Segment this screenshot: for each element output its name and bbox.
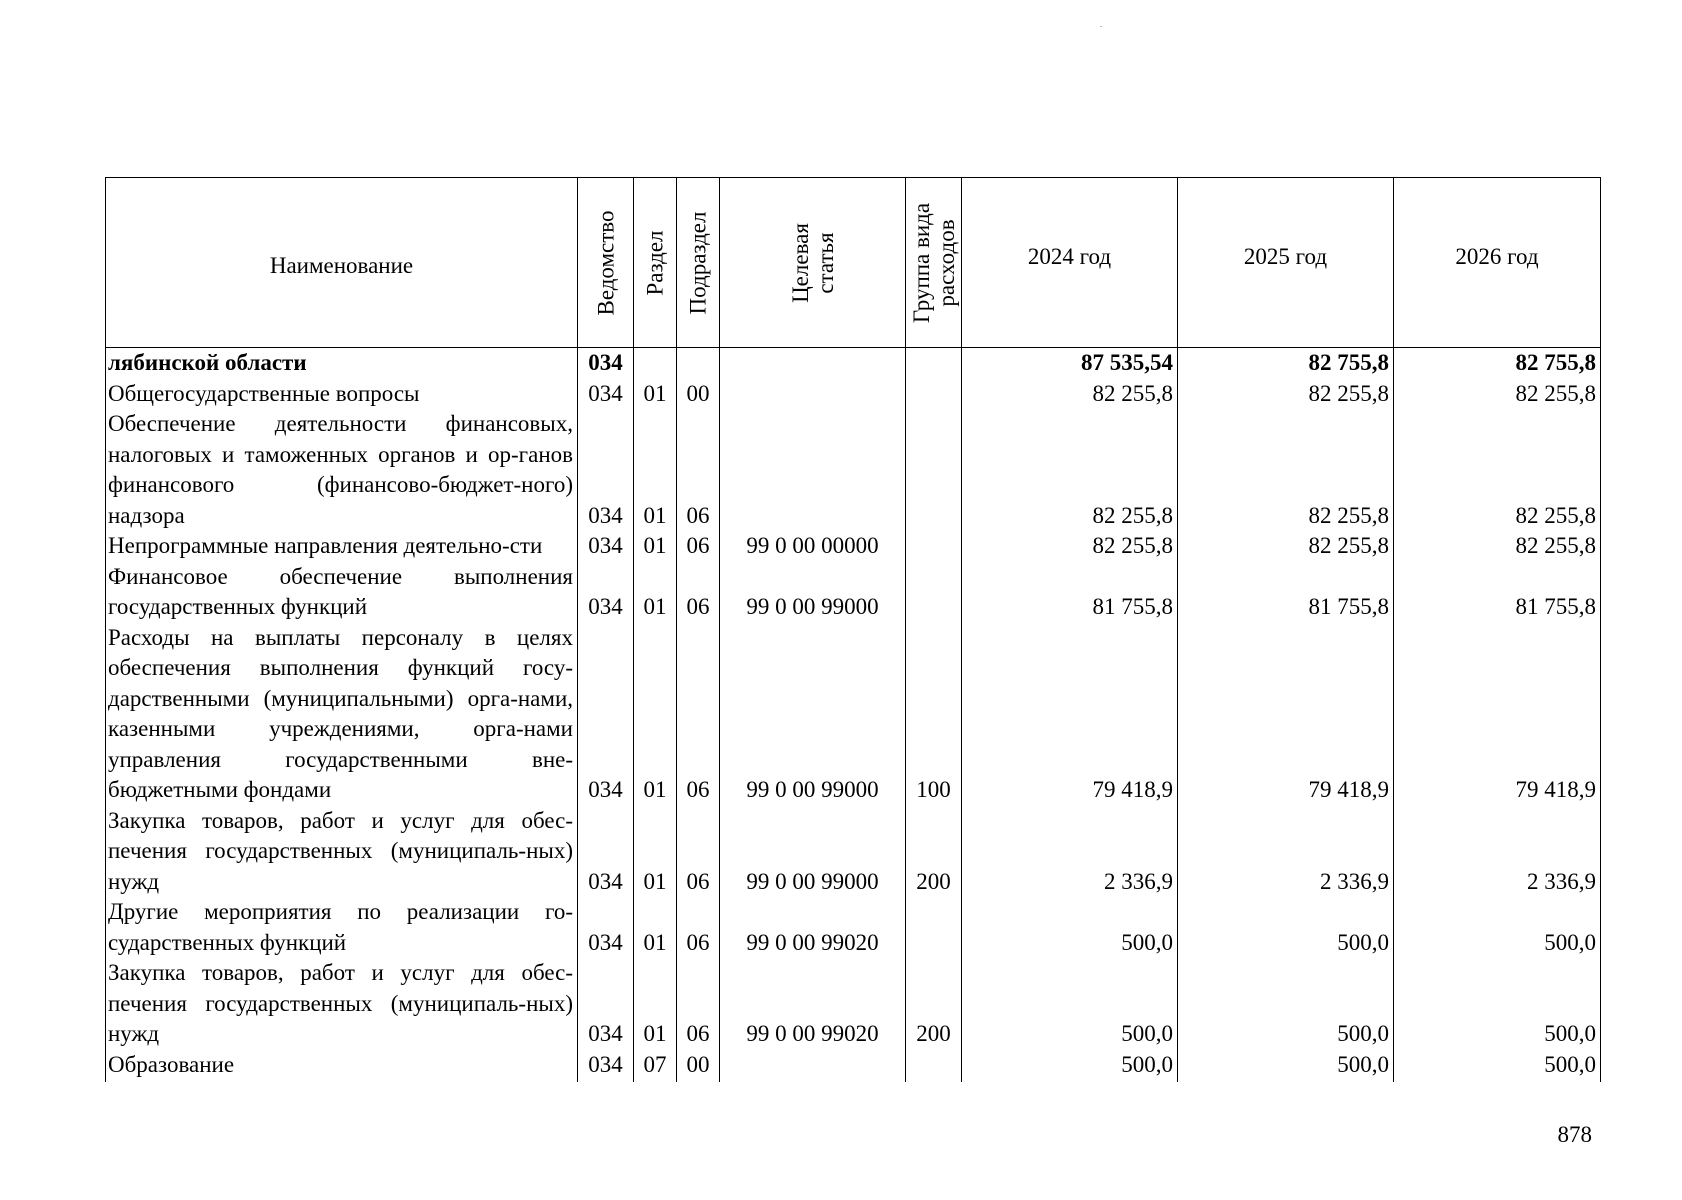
row-2026: 82 255,8: [1394, 531, 1601, 562]
header-vedomstvo: Ведомство: [578, 178, 634, 348]
row-vedomstvo: 034: [578, 1050, 634, 1083]
row-name: Закупка товаров, работ и услуг для обес-печения государственных (муниципаль-ных) нужд: [106, 806, 578, 898]
table-row: [106, 531, 1601, 562]
row-2024: 82 255,8: [962, 409, 1178, 531]
table-row: [106, 1050, 1601, 1083]
row-2026: 500,0: [1394, 1050, 1601, 1083]
row-razdel: 01: [634, 409, 677, 531]
row-celevaya-statya: 99 0 00 99000: [720, 806, 906, 898]
row-gruppa: [906, 1050, 962, 1083]
row-gruppa: [906, 562, 962, 623]
row-razdel: 01: [634, 623, 677, 806]
table-row: [106, 348, 1601, 379]
row-razdel: 07: [634, 1050, 677, 1083]
table-row: [106, 958, 1601, 1050]
row-2024: 82 255,8: [962, 531, 1178, 562]
row-vedomstvo: 034: [578, 897, 634, 958]
table-body: [106, 348, 1601, 1083]
row-celevaya-statya: 99 0 00 99020: [720, 897, 906, 958]
row-name: Другие мероприятия по реализации го-сударственных функций: [106, 897, 578, 958]
scan-speck: [1100, 26, 1102, 27]
table-row: [106, 806, 1601, 898]
header-celevaya-statya: Целевая статья: [720, 178, 906, 348]
header-gruppa-vida-rashodov: Группа вида расходов: [906, 178, 962, 348]
row-celevaya-statya: 99 0 00 99020: [720, 958, 906, 1050]
row-gruppa: [906, 409, 962, 531]
row-2026: 79 418,9: [1394, 623, 1601, 806]
row-2024: 79 418,9: [962, 623, 1178, 806]
header-year-2025: 2025 год: [1178, 178, 1394, 348]
row-podrazdel: 06: [677, 531, 720, 562]
row-razdel: 01: [634, 562, 677, 623]
row-2025: 500,0: [1178, 958, 1394, 1050]
row-gruppa: [906, 897, 962, 958]
row-2025: 82 255,8: [1178, 379, 1394, 410]
header-razdel: Раздел: [634, 178, 677, 348]
row-vedomstvo: 034: [578, 531, 634, 562]
row-2024: 500,0: [962, 897, 1178, 958]
table-header: [106, 178, 1601, 348]
budget-table: [105, 177, 1601, 1082]
page-number: 878: [1557, 1122, 1592, 1147]
row-vedomstvo: 034: [578, 348, 634, 379]
row-razdel: 01: [634, 958, 677, 1050]
row-podrazdel: 06: [677, 562, 720, 623]
row-2024: 500,0: [962, 958, 1178, 1050]
row-vedomstvo: 034: [578, 806, 634, 898]
row-2024: 87 535,54: [962, 348, 1178, 379]
row-podrazdel: [677, 348, 720, 379]
row-2026: 2 336,9: [1394, 806, 1601, 898]
row-2026: 82 255,8: [1394, 409, 1601, 531]
header-podrazdel: Подраздел: [677, 178, 720, 348]
row-gruppa: [906, 379, 962, 410]
row-podrazdel: 00: [677, 1050, 720, 1083]
row-name: Общегосударственные вопросы: [106, 379, 578, 410]
row-2025: 79 418,9: [1178, 623, 1394, 806]
row-razdel: 01: [634, 379, 677, 410]
row-vedomstvo: 034: [578, 562, 634, 623]
row-2024: 81 755,8: [962, 562, 1178, 623]
row-razdel: [634, 348, 677, 379]
row-gruppa: [906, 531, 962, 562]
header-year-2026: 2026 год: [1394, 178, 1601, 348]
row-celevaya-statya: 99 0 00 99000: [720, 562, 906, 623]
row-vedomstvo: 034: [578, 958, 634, 1050]
row-celevaya-statya: [720, 379, 906, 410]
row-2025: 2 336,9: [1178, 806, 1394, 898]
header-year-2024: 2024 год: [962, 178, 1178, 348]
row-2024: 500,0: [962, 1050, 1178, 1083]
row-podrazdel: 06: [677, 409, 720, 531]
row-gruppa: 200: [906, 806, 962, 898]
row-vedomstvo: 034: [578, 409, 634, 531]
row-razdel: 01: [634, 806, 677, 898]
row-2025: 82 755,8: [1178, 348, 1394, 379]
row-celevaya-statya: [720, 1050, 906, 1083]
row-2026: 500,0: [1394, 897, 1601, 958]
row-2026: 82 255,8: [1394, 379, 1601, 410]
row-2026: 82 755,8: [1394, 348, 1601, 379]
row-podrazdel: 06: [677, 623, 720, 806]
row-2025: 500,0: [1178, 897, 1394, 958]
row-name: Обеспечение деятельности финансовых, налоговых и таможенных органов и ор-ганов финансового (финансово-бюджет-ного) надзора: [106, 409, 578, 531]
row-2025: 500,0: [1178, 1050, 1394, 1083]
row-name: лябинской области: [106, 348, 578, 379]
header-name: Наименование: [106, 178, 578, 348]
row-podrazdel: 06: [677, 958, 720, 1050]
row-2024: 2 336,9: [962, 806, 1178, 898]
row-celevaya-statya: 99 0 00 99000: [720, 623, 906, 806]
row-celevaya-statya: 99 0 00 00000: [720, 531, 906, 562]
row-2025: 81 755,8: [1178, 562, 1394, 623]
table-row: [106, 897, 1601, 958]
row-2026: 500,0: [1394, 958, 1601, 1050]
row-celevaya-statya: [720, 409, 906, 531]
row-vedomstvo: 034: [578, 379, 634, 410]
row-celevaya-statya: [720, 348, 906, 379]
row-name: Расходы на выплаты персоналу в целях обеспечения выполнения функций госу-дарственными (муниципальными) орга-нами, казенными учреждениями, орга-нами управления государственными вне-бюджетными фондами: [106, 623, 578, 806]
row-podrazdel: 00: [677, 379, 720, 410]
table-row: [106, 562, 1601, 623]
row-2026: 81 755,8: [1394, 562, 1601, 623]
row-name: Образование: [106, 1050, 578, 1083]
table-row: [106, 379, 1601, 410]
row-2025: 82 255,8: [1178, 531, 1394, 562]
table-row: [106, 623, 1601, 806]
row-podrazdel: 06: [677, 806, 720, 898]
row-razdel: 01: [634, 531, 677, 562]
row-podrazdel: 06: [677, 897, 720, 958]
row-gruppa: [906, 348, 962, 379]
row-2025: 82 255,8: [1178, 409, 1394, 531]
row-name: Финансовое обеспечение выполнения государственных функций: [106, 562, 578, 623]
row-razdel: 01: [634, 897, 677, 958]
row-gruppa: 200: [906, 958, 962, 1050]
table-row: [106, 409, 1601, 531]
row-2024: 82 255,8: [962, 379, 1178, 410]
row-vedomstvo: 034: [578, 623, 634, 806]
row-gruppa: 100: [906, 623, 962, 806]
row-name: Закупка товаров, работ и услуг для обес-печения государственных (муниципаль-ных) нужд: [106, 958, 578, 1050]
row-name: Непрограммные направления деятельно-сти: [106, 531, 578, 562]
